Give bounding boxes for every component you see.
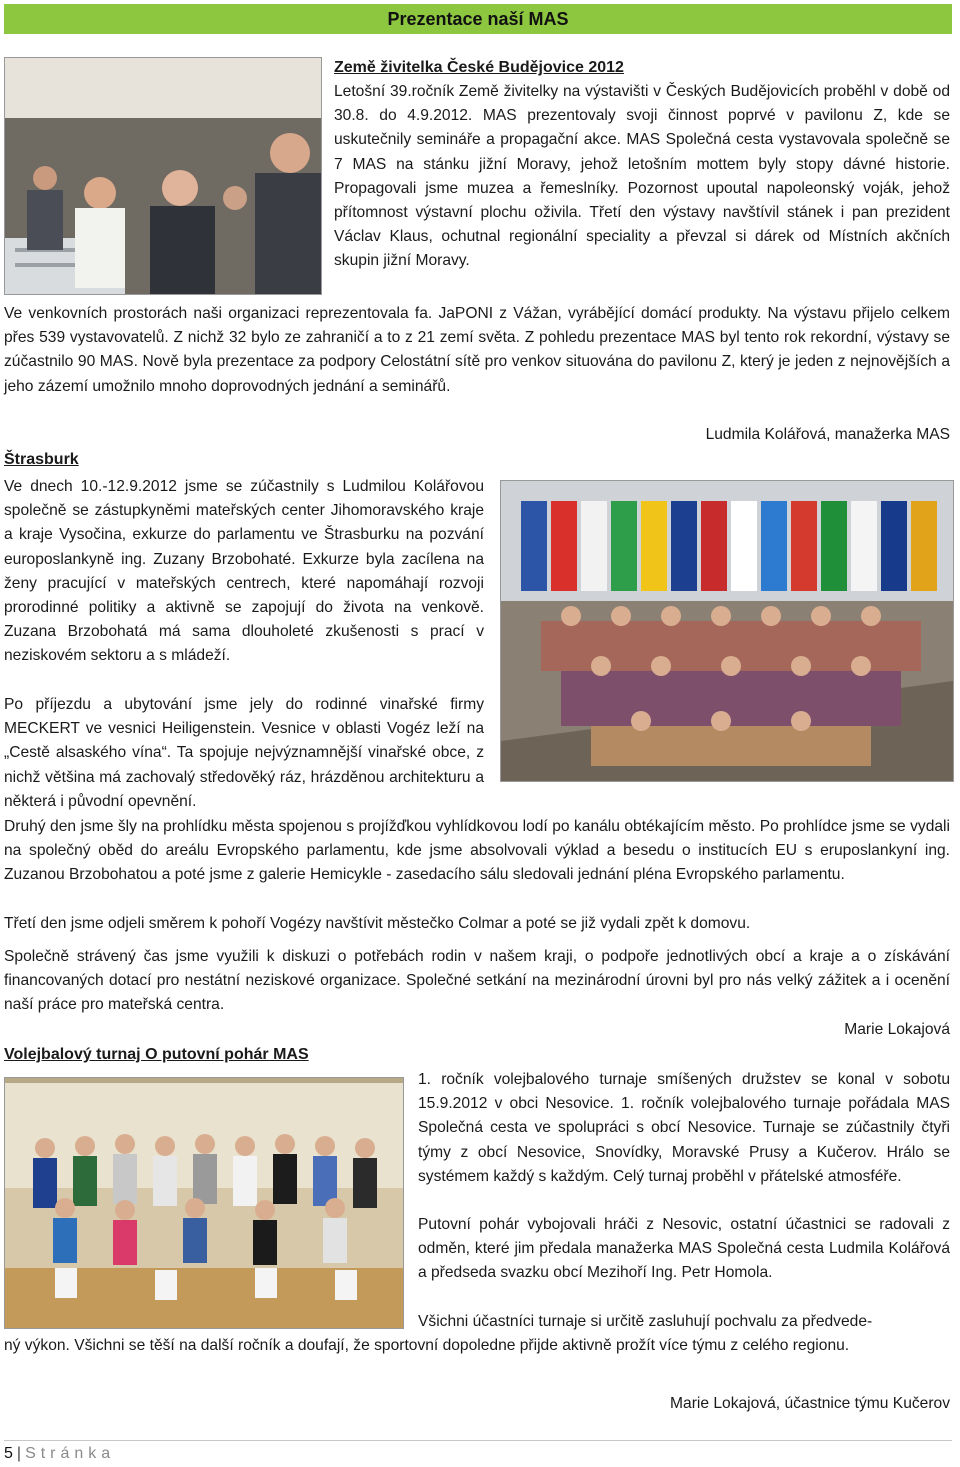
footer-divider: [4, 1440, 952, 1441]
section-intro-zeme-zivitelka: Letošní 39.ročník Země živitelky na výstavišti v Českých Budějovicích proběhl v době od 30.8. do 4.9.2012. MAS prezentovaly svoji činnost poprvé v pavilonu Z, kde se uskutečnily semináře a propagační akce. MAS Společná cesta vystavovala společně se 7 MAS na stánku jižní Moravy, jehož letošním mottem byly stopy dávné historie. Propagovali jsme muzea a řemeslníky. Pozornost upoutal napoleonský voják, jehož přítomnost výstavní plochu oživila. Třetí den výstavy navštívil stánek i pan prezident Václav Klaus, ochutnal regionální speciality a převzal si dárek od Místních akčních skupin jižní Moravy.: [334, 83, 950, 270]
strasburk-paragraph-4: Třetí den jsme odjeli směrem k pohoří Vogézy navštívit městečko Colmar a poté se již vydali zpět k domovu.: [4, 915, 751, 932]
page-header-title: Prezentace naší MAS: [387, 9, 569, 29]
volejbal-paragraph-2: Putovní pohár vybojovali hráči z Nesovic, ostatní účastnici se radovali z odměn, které jim předala manažerka MAS Společná cesta Ludmila Kolářová a předseda svazku obcí Mezihoří Ing. Petr Homola.: [418, 1216, 950, 1282]
section-body-zeme-zivitelka: Ve venkovních prostorách naši organizaci reprezentovala fa. JaPONI z Vážan, vyrábějící domácí produkty. Na výstavu přijelo celkem přes 539 vystavovatelů. Z nichž 32 bylo ze zahraničí a to z 21 zemí světa. Z pohledu prezentace MAS byl tento rok rekordní, výstavy se zúčastnilo 90 MAS. Nově byla prezentace za podpory Celostátní sítě pro venkov situována do pavilonu Z, který je jeden z nejnovějších a jeho zázemí umožnilo mnoho doprovodných jednání a seminářů.: [4, 305, 950, 395]
signature-marie: Marie Lokajová: [844, 1021, 950, 1038]
header-bar: [4, 4, 952, 34]
strasburk-paragraph-3: Druhý den jsme šly na prohlídku města spojenou s projížďkou vyhlídkovou lodí po kanálu obtékajícím město. Po prohlídce jsme se vydali na společný oběd do areálu Evropského parlamentu, kde jsme absolvovali výklad a besedu o institucích EU s eruposlankyní ing. Zuzanou Brzobohatou a poté jsme z galerie Hemicykle - zasedacího sálu sledovali jednání pléna Evropského parlamentu.: [4, 818, 950, 884]
page-number: 5: [4, 1445, 13, 1462]
strasbourg-group-photo: [500, 480, 954, 782]
volejbal-paragraph-3b: ný výkon. Všichni se těší na další ročník a doufají, že sportovní dopoledne přijde aktivně prožít více týmu z celého regionu.: [4, 1337, 850, 1354]
volleyball-team-photo: [4, 1077, 404, 1329]
signature-ludmila: Ludmila Kolářová, manažerka MAS: [705, 426, 950, 443]
page-footer: [4, 1442, 115, 1466]
signature-marie-kucerov: Marie Lokajová, účastnice týmu Kučerov: [670, 1395, 950, 1412]
strasburk-paragraph-1: Ve dnech 10.-12.9.2012 jsme se zúčastnily s Ludmilou Kolářovou společně se zástupkyněmi mateřských center Jihomoravského kraje a kraje Vysočina, exkurze do parlamentu ve Štrasburku na pozvání europoslankyně ing. Zuzany Brzobohaté. Exkurze byla zacílena na ženy pracující v mateřských centrech, které napomáhají rozvoji prorodinné politiky a aktivně se zapojují do života na venkově. Zuzana Brzobohatá má sama dlouholeté zkušenosti s prací v neziskovém sektoru a s mládeží.: [4, 478, 484, 665]
section-title-volejbal: Volejbalový turnaj O putovní pohár MAS: [4, 1046, 309, 1063]
exhibition-photo: [4, 57, 322, 295]
page-word: Stránka: [25, 1445, 116, 1462]
volejbal-paragraph-3a: Všichni účastníci turnaje si určitě zasluhují pochvalu za předvede-: [418, 1313, 873, 1330]
strasburk-paragraph-5: Společně strávený čas jsme využili k diskuzi o potřebách rodin v našem kraji, o podpoře jednotlivých obcí a kraje a o získávání financovaných dotací pro nestátní neziskové organizace. Společné setkání na mezinárodní úrovni byl pro nás velký zážitek a i ocenění naší práce pro mateřská centra.: [4, 948, 950, 1014]
footer-separator: |: [16, 1445, 22, 1462]
strasburk-paragraph-2: Po příjezdu a ubytování jsme jely do rodinné vinařské firmy MECKERT ve vesnici Heiligenstein. Vesnice v oblasti Vogéz leží na „Cestě alsaského vína“. Ta spojuje nejvýznamnější vinařské obce, z nichž většina má zachovalý středověký ráz, hrázděnou architekturu a některá i původní opevnění.: [4, 696, 484, 810]
section-title-zeme-zivitelka: Země živitelka České Budějovice 2012: [334, 59, 624, 76]
volejbal-paragraph-1: 1. ročník volejbalového turnaje smíšených družstev se konal v sobotu 15.9.2012 v obci Nesovice. 1. ročník volejbalového turnaje pořádala MAS Společná cesta ve spolupráci s obcí Nesovice. Turnaje se zúčastnily čtyři týmy z obcí Nesovice, Snovídky, Moravské Prusy a Kučerov. Hrálo se systémem každý s každým. Celý turnaj proběhl v přátelské atmosféře.: [418, 1071, 950, 1185]
section-title-strasburk: Štrasburk: [4, 451, 79, 468]
